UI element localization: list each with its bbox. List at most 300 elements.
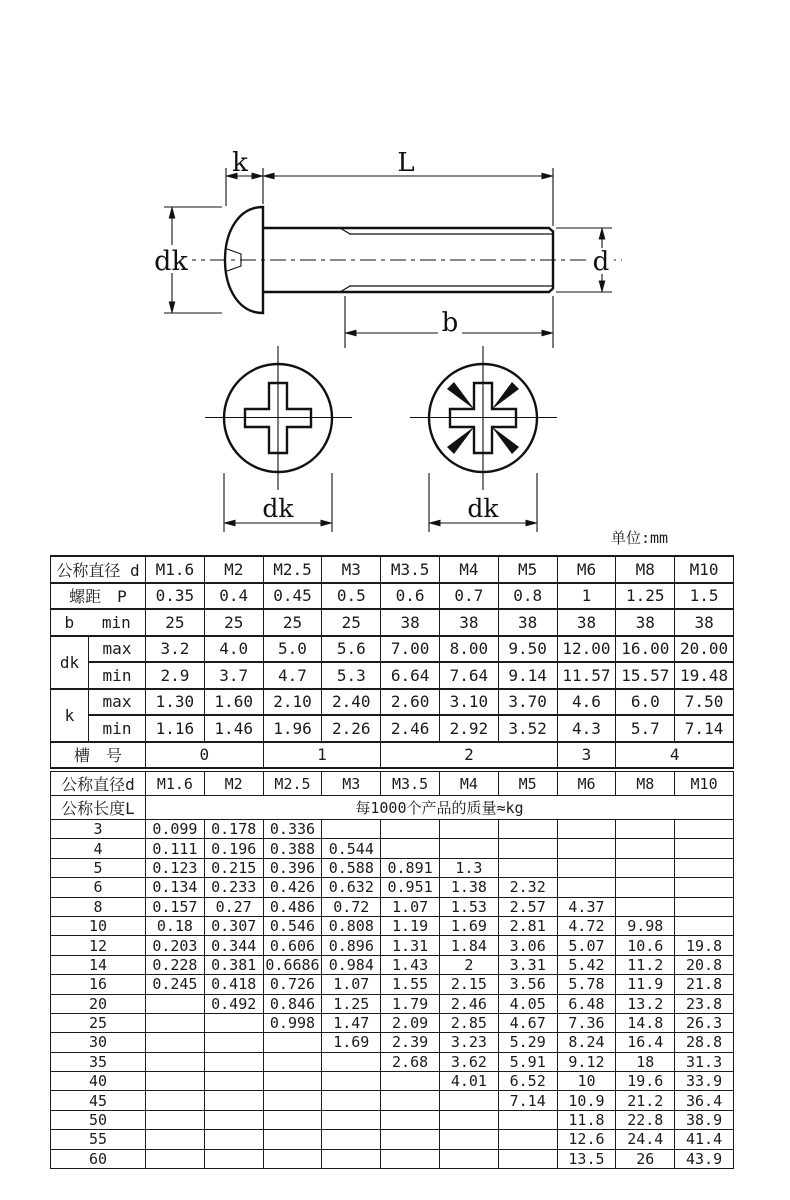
b-min-cell: 25 [263, 609, 322, 636]
weight-cell: 31.3 [675, 1052, 734, 1071]
table-row [51, 1033, 734, 1052]
weight-cell [263, 1149, 322, 1168]
weight-cell: 11.2 [616, 955, 675, 974]
weight-cell: 5.42 [557, 955, 616, 974]
weight-cell: 5.07 [557, 936, 616, 955]
pozi-dk-label: dk [467, 494, 499, 523]
length-cell: 45 [51, 1091, 146, 1110]
weight-cell [616, 820, 675, 839]
length-cell: 6 [51, 878, 146, 897]
size-header-cell: M8 [616, 772, 675, 796]
row-header-k: k [51, 689, 89, 742]
weight-cell: 4.01 [439, 1072, 498, 1091]
weight-cell: 0.998 [263, 1013, 322, 1032]
length-cell: 50 [51, 1110, 146, 1129]
table-row [51, 820, 734, 839]
weight-cell [146, 1110, 205, 1129]
weight-cell [146, 1052, 205, 1071]
table-row [51, 1110, 734, 1129]
dk-max-cell: 8.00 [439, 636, 498, 663]
table-row [51, 1130, 734, 1149]
row-subheader-min: min [89, 662, 146, 689]
weight-cell: 10.6 [616, 936, 675, 955]
b-min-cell: 25 [146, 609, 205, 636]
weight-cell [204, 1091, 263, 1110]
dk-max-cell: 7.00 [381, 636, 440, 663]
unit-label: 单位:mm [611, 529, 669, 547]
row-header-b-min [51, 609, 146, 636]
weight-cell: 0.27 [204, 897, 263, 916]
weight-cell [381, 1091, 440, 1110]
weight-cell: 21.8 [675, 975, 734, 994]
weight-cell: 24.4 [616, 1130, 675, 1149]
table-row [51, 583, 734, 610]
weight-cell: 0.388 [263, 839, 322, 858]
weight-cell [675, 878, 734, 897]
weight-cell [322, 1052, 381, 1071]
weight-cell: 3.62 [439, 1052, 498, 1071]
row-subheader-max: max [89, 689, 146, 716]
k-min-cell: 2.46 [381, 715, 440, 742]
weight-cell [439, 1149, 498, 1168]
k-max-cell: 6.0 [616, 689, 675, 716]
k-min-cell: 5.7 [616, 715, 675, 742]
weight-cell: 0.344 [204, 936, 263, 955]
dk-max-cell: 4.0 [204, 636, 263, 663]
dk-min-cell: 5.3 [322, 662, 381, 689]
length-cell: 4 [51, 839, 146, 858]
weight-cell [381, 1072, 440, 1091]
pozi-head-view [410, 346, 557, 532]
weight-cell: 2.46 [439, 994, 498, 1013]
k-min-cell: 7.14 [675, 715, 734, 742]
length-cell: 20 [51, 994, 146, 1013]
weight-cell: 5.29 [498, 1033, 557, 1052]
weight-cell: 0.245 [146, 975, 205, 994]
weight-cell: 6.52 [498, 1072, 557, 1091]
size-header-cell: M10 [675, 772, 734, 796]
weight-cell: 2.09 [381, 1013, 440, 1032]
row-header-diameter: 公称直径 d [51, 556, 146, 583]
weight-cell: 38.9 [675, 1110, 734, 1129]
k-max-cell: 2.10 [263, 689, 322, 716]
weight-cell: 0.099 [146, 820, 205, 839]
k-min-cell: 2.26 [322, 715, 381, 742]
weight-cell [557, 839, 616, 858]
row-header-slot: 槽 号 [51, 742, 146, 769]
size-header-cell: M2.5 [263, 556, 322, 583]
table-row [51, 636, 734, 663]
b-min-cell: 38 [381, 609, 440, 636]
weight-cell: 3.56 [498, 975, 557, 994]
dk-min-cell: 9.14 [498, 662, 557, 689]
weight-cell [675, 839, 734, 858]
table-row [51, 689, 734, 716]
slot-number-cell: 0 [146, 742, 264, 769]
weight-cell: 0.6686 [263, 955, 322, 974]
weight-cell: 5.91 [498, 1052, 557, 1071]
dk-min-cell: 6.64 [381, 662, 440, 689]
weight-cell [146, 1013, 205, 1032]
slot-number-cell: 4 [616, 742, 734, 769]
table-row [51, 858, 734, 877]
k-max-cell: 3.10 [439, 689, 498, 716]
b-min-cell: 38 [675, 609, 734, 636]
weight-cell [498, 1130, 557, 1149]
weight-cell [557, 878, 616, 897]
weight-cell: 0.418 [204, 975, 263, 994]
size-header-cell: M1.6 [146, 772, 205, 796]
weight-cell: 3.23 [439, 1033, 498, 1052]
table-row [51, 975, 734, 994]
length-cell: 8 [51, 897, 146, 916]
k-min-cell: 1.16 [146, 715, 205, 742]
size-header-cell: M8 [616, 556, 675, 583]
weight-cell: 1.3 [439, 858, 498, 877]
weight-cell [322, 1072, 381, 1091]
slot-number-cell: 2 [381, 742, 557, 769]
weight-cell: 1.31 [381, 936, 440, 955]
pitch-cell: 0.7 [439, 583, 498, 610]
dk-max-cell: 3.2 [146, 636, 205, 663]
weight-cell [498, 839, 557, 858]
k-min-cell: 2.92 [439, 715, 498, 742]
weight-cell: 26.3 [675, 1013, 734, 1032]
weight-cell [439, 820, 498, 839]
row-subheader-min: min [101, 612, 131, 632]
pitch-cell: 0.4 [204, 583, 263, 610]
dk-min-cell: 2.9 [146, 662, 205, 689]
weight-cell [675, 897, 734, 916]
weight-cell: 2.32 [498, 878, 557, 897]
weight-cell: 9.12 [557, 1052, 616, 1071]
weight-cell [381, 1149, 440, 1168]
row-header-pitch: 螺距 P [51, 583, 146, 610]
weight-cell: 1.38 [439, 878, 498, 897]
weight-cell: 22.8 [616, 1110, 675, 1129]
dimensions-table [50, 555, 734, 769]
pitch-cell: 1.25 [616, 583, 675, 610]
length-cell: 35 [51, 1052, 146, 1071]
length-cell: 55 [51, 1130, 146, 1149]
weight-cell [263, 1052, 322, 1071]
size-header-cell: M2.5 [263, 772, 322, 796]
d-label: d [592, 247, 610, 277]
length-cell: 5 [51, 858, 146, 877]
weight-cell [557, 820, 616, 839]
weight-cell [498, 858, 557, 877]
weight-cell: 6.48 [557, 994, 616, 1013]
table-row [51, 1052, 734, 1071]
table-row [51, 715, 734, 742]
dk-min-cell: 19.48 [675, 662, 734, 689]
length-cell: 40 [51, 1072, 146, 1091]
row-header-length: 公称长度L [51, 796, 146, 820]
weight-cell: 12.6 [557, 1130, 616, 1149]
row-subheader-min: min [89, 715, 146, 742]
weight-cell [557, 858, 616, 877]
weight-cell: 21.2 [616, 1091, 675, 1110]
size-header-cell: M6 [557, 556, 616, 583]
weight-cell: 8.24 [557, 1033, 616, 1052]
weight-cell: 2.57 [498, 897, 557, 916]
table-row [51, 796, 734, 820]
weight-cell: 4.37 [557, 897, 616, 916]
weight-cell [439, 1110, 498, 1129]
size-header-cell: M2 [204, 772, 263, 796]
weight-cell [439, 1091, 498, 1110]
length-cell: 30 [51, 1033, 146, 1052]
weight-unit-header: 每1000个产品的质量≈kg [146, 796, 734, 820]
pitch-cell: 0.5 [322, 583, 381, 610]
weight-cell: 0.134 [146, 878, 205, 897]
weight-cell: 0.233 [204, 878, 263, 897]
weight-cell [204, 1013, 263, 1032]
weight-cell [204, 1072, 263, 1091]
weight-cell: 0.196 [204, 839, 263, 858]
weight-cell: 0.426 [263, 878, 322, 897]
slot-number-cell: 1 [263, 742, 381, 769]
weight-cell: 2.81 [498, 916, 557, 935]
table-row [51, 1013, 734, 1032]
weight-cell: 13.2 [616, 994, 675, 1013]
weight-cell: 0.606 [263, 936, 322, 955]
dk-max-cell: 5.0 [263, 636, 322, 663]
weight-cell: 3.06 [498, 936, 557, 955]
k-min-cell: 3.52 [498, 715, 557, 742]
weight-cell: 1.53 [439, 897, 498, 916]
weight-cell: 11.9 [616, 975, 675, 994]
weight-cell: 0.203 [146, 936, 205, 955]
weight-cell [439, 1130, 498, 1149]
weight-cell: 23.8 [675, 994, 734, 1013]
weight-cell: 0.891 [381, 858, 440, 877]
weight-cell [498, 1149, 557, 1168]
k-min-cell: 1.46 [204, 715, 263, 742]
weight-cell: 33.9 [675, 1072, 734, 1091]
weight-cell: 0.492 [204, 994, 263, 1013]
table-row [51, 1072, 734, 1091]
b-min-cell: 25 [204, 609, 263, 636]
k-max-cell: 7.50 [675, 689, 734, 716]
weight-cell [204, 1052, 263, 1071]
weight-cell [146, 1072, 205, 1091]
weight-cell [675, 916, 734, 935]
weight-cell [616, 839, 675, 858]
weight-cell [263, 1110, 322, 1129]
k-min-cell: 1.96 [263, 715, 322, 742]
weight-cell: 7.36 [557, 1013, 616, 1032]
dk-max-cell: 12.00 [557, 636, 616, 663]
pitch-cell: 0.45 [263, 583, 322, 610]
length-cell: 12 [51, 936, 146, 955]
dk-min-cell: 11.57 [557, 662, 616, 689]
weight-cell: 4.67 [498, 1013, 557, 1032]
weight-cell: 2.15 [439, 975, 498, 994]
size-header-cell: M4 [439, 772, 498, 796]
weight-cell: 0.123 [146, 858, 205, 877]
size-header-cell: M10 [675, 556, 734, 583]
weight-cell: 0.18 [146, 916, 205, 935]
b-min-cell: 38 [439, 609, 498, 636]
weight-cell [146, 1130, 205, 1149]
table-row [51, 1149, 734, 1168]
row-header-diameter: 公称直径d [51, 772, 146, 796]
dk-max-cell: 20.00 [675, 636, 734, 663]
weight-cell [616, 897, 675, 916]
weight-cell: 0.984 [322, 955, 381, 974]
weight-cell [204, 1149, 263, 1168]
phillips-head-view [205, 346, 352, 532]
weight-cell: 4.72 [557, 916, 616, 935]
table-row [51, 897, 734, 916]
table-row [51, 994, 734, 1013]
weight-cell: 36.4 [675, 1091, 734, 1110]
weight-cell: 0.381 [204, 955, 263, 974]
weight-cell: 0.72 [322, 897, 381, 916]
weight-cell [204, 1110, 263, 1129]
weight-cell: 19.6 [616, 1072, 675, 1091]
weight-cell [498, 820, 557, 839]
k-min-cell: 4.3 [557, 715, 616, 742]
weight-cell [675, 820, 734, 839]
k-max-cell: 1.30 [146, 689, 205, 716]
weight-cell: 0.632 [322, 878, 381, 897]
weight-cell: 2.85 [439, 1013, 498, 1032]
weight-cell [616, 878, 675, 897]
weight-cell: 14.8 [616, 1013, 675, 1032]
weight-cell [675, 858, 734, 877]
pitch-cell: 0.8 [498, 583, 557, 610]
weight-cell: 1.69 [439, 916, 498, 935]
weight-cell: 18 [616, 1052, 675, 1071]
weight-cell [322, 1130, 381, 1149]
weight-cell: 0.896 [322, 936, 381, 955]
weight-cell [381, 820, 440, 839]
weight-cell: 1.25 [322, 994, 381, 1013]
weight-cell: 10 [557, 1072, 616, 1091]
weight-cell [263, 1072, 322, 1091]
screw-technical-drawing [0, 140, 790, 540]
weight-cell [263, 1033, 322, 1052]
weight-cell: 1.79 [381, 994, 440, 1013]
phillips-dk-label: dk [262, 494, 294, 523]
k-max-cell: 2.60 [381, 689, 440, 716]
weight-cell: 4.05 [498, 994, 557, 1013]
dk-max-cell: 5.6 [322, 636, 381, 663]
dk-head-label: dk [154, 246, 188, 277]
weight-cell: 9.98 [616, 916, 675, 935]
length-cell: 25 [51, 1013, 146, 1032]
b-min-cell: 38 [557, 609, 616, 636]
table-row [51, 662, 734, 689]
weight-cell: 5.78 [557, 975, 616, 994]
dk-min-cell: 7.64 [439, 662, 498, 689]
weight-cell: 0.951 [381, 878, 440, 897]
weight-cell [322, 820, 381, 839]
weight-cell [616, 858, 675, 877]
dk-max-cell: 16.00 [616, 636, 675, 663]
b-label: b [441, 308, 459, 338]
table-row [51, 609, 734, 636]
weight-cell: 20.8 [675, 955, 734, 974]
table-row [51, 772, 734, 796]
weight-cell [498, 1110, 557, 1129]
length-cell: 16 [51, 975, 146, 994]
pitch-cell: 1 [557, 583, 616, 610]
size-header-cell: M3.5 [381, 772, 440, 796]
weight-cell: 43.9 [675, 1149, 734, 1168]
weight-cell [263, 1091, 322, 1110]
k-label: k [232, 148, 248, 178]
weight-cell [146, 1033, 205, 1052]
length-cell: 3 [51, 820, 146, 839]
dk-min-cell: 4.7 [263, 662, 322, 689]
table-row [51, 916, 734, 935]
weight-cell: 0.588 [322, 858, 381, 877]
weight-cell: 1.84 [439, 936, 498, 955]
pitch-cell: 0.6 [381, 583, 440, 610]
weight-cell: 0.228 [146, 955, 205, 974]
weight-cell: 1.43 [381, 955, 440, 974]
weight-cell: 28.8 [675, 1033, 734, 1052]
weight-cell: 1.55 [381, 975, 440, 994]
weight-cell: 1.47 [322, 1013, 381, 1032]
weight-cell: 0.336 [263, 820, 322, 839]
L-label: L [397, 148, 415, 178]
row-subheader-max: max [89, 636, 146, 663]
table-row [51, 955, 734, 974]
weight-cell: 0.846 [263, 994, 322, 1013]
dk-min-cell: 3.7 [204, 662, 263, 689]
weight-cell: 13.5 [557, 1149, 616, 1168]
weight-cell: 2.39 [381, 1033, 440, 1052]
weight-cell: 0.546 [263, 916, 322, 935]
weight-cell: 19.8 [675, 936, 734, 955]
weight-cell: 7.14 [498, 1091, 557, 1110]
weight-cell: 2 [439, 955, 498, 974]
weight-cell [146, 1149, 205, 1168]
weight-cell: 0.215 [204, 858, 263, 877]
size-header-cell: M2 [204, 556, 263, 583]
k-max-cell: 3.70 [498, 689, 557, 716]
row-header-b: b [64, 612, 75, 632]
size-header-cell: M1.6 [146, 556, 205, 583]
table-row [51, 936, 734, 955]
weight-cell: 0.111 [146, 839, 205, 858]
size-header-cell: M5 [498, 772, 557, 796]
length-cell: 60 [51, 1149, 146, 1168]
dk-min-cell: 15.57 [616, 662, 675, 689]
weight-cell: 10.9 [557, 1091, 616, 1110]
row-header-dk: dk [51, 636, 89, 689]
weight-cell: 1.19 [381, 916, 440, 935]
size-header-cell: M6 [557, 772, 616, 796]
size-header-cell: M3.5 [381, 556, 440, 583]
length-cell: 14 [51, 955, 146, 974]
weight-cell: 0.726 [263, 975, 322, 994]
weight-cell [146, 994, 205, 1013]
length-cell: 10 [51, 916, 146, 935]
weight-cell: 2.68 [381, 1052, 440, 1071]
weight-cell: 0.396 [263, 858, 322, 877]
pitch-cell: 1.5 [675, 583, 734, 610]
weight-cell: 0.178 [204, 820, 263, 839]
weight-cell: 26 [616, 1149, 675, 1168]
weight-cell: 3.31 [498, 955, 557, 974]
weight-table [50, 771, 734, 1169]
weight-cell: 1.07 [381, 897, 440, 916]
